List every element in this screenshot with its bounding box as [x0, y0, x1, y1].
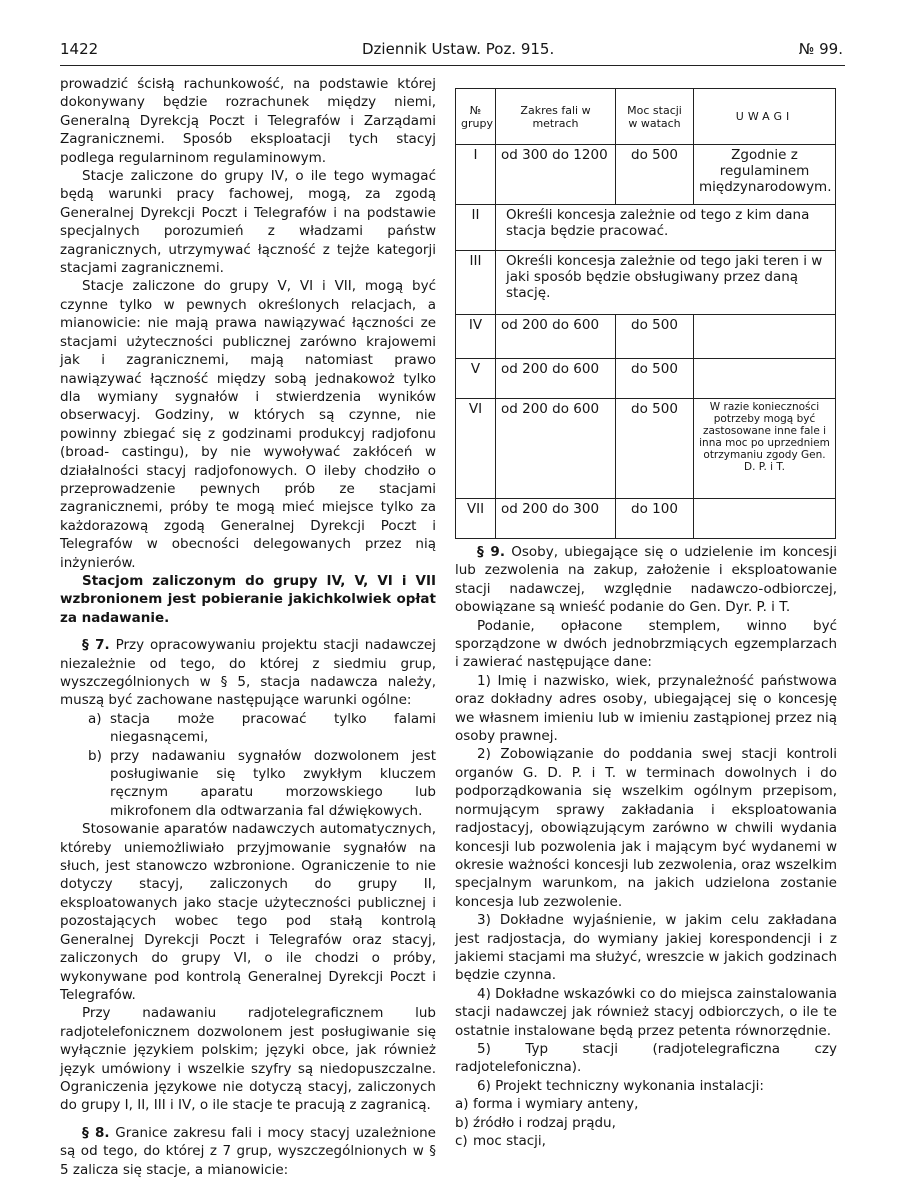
group-cell: IV [456, 315, 496, 359]
numbered-item: 6) Projekt techniczny wykonania instalacji: [477, 1077, 764, 1094]
list-label: a) [455, 1096, 469, 1113]
header-power: Moc stacji w watach [616, 89, 694, 145]
table-row [456, 205, 836, 251]
numbered-item: 3) Dokładne wyjaśnienie, w jakim celu zakładana jest radjostacja, do wymiany jakiej korespondencji i z jakiemi stacjami ma służyć, wreszcie w jakich godzinach będzie czynna. [455, 912, 837, 984]
table-row [456, 399, 836, 499]
power-cell: do 500 [616, 145, 694, 205]
list-label: b) [455, 1114, 469, 1131]
list-text: przy nadawaniu sygnałów dozwolonem jest posługiwanie się tylko zwykłym kluczem ręcznym aparatu morzowskiego lub mikrofonem dla odtwarzania fal dźwiękowych. [110, 747, 436, 819]
paragraph: Stacje zaliczone do grupy IV, o ile tego wymagać będą warunki pracy fachowej, mogą, za zgodą Generalnej Dyrekcji Poczt i Telegrafów i na podstawie specjalnych porozumień z władzami państw zagranicznych, utrzymywać łączność z tejże kategorji stacjami zagranicznemi. [60, 168, 436, 277]
paragraph: Stacje zaliczone do grupy V, VI i VII, mogą być czynne tylko w pewnych określonych relacjach, a mianowicie: nie mają prawa nawiązywać łączności ze stacjami użyteczności publicznej zarówno krajowemi jak i zagranicznemi, mają natomiast prawo nawiązywać łączność między sobą jednakowoż tylko dla wymiany sygnałów i stwierdzenia wyników obserwacyj. Godziny, w których są czynne, nie powinny zbiegać się z godzinami produkcyj radjofonu (broad- castingu), by nie wywoływać zakłóceń w działalności stacyj radjofonowych. O ileby chodziło o przeprowadzenie pewnych prób ze stacjami zagranicznemi, próby te mogą mieć miejsce tylko za każdorazową zgodą Generalnej Dyrekcji Poczt i Telegrafów w obecności delegowanych przez nią inżynierów. [60, 278, 436, 571]
section-number: § 7. [82, 637, 110, 654]
journal-title: Dziennik Ustaw. Poz. 915. [362, 40, 555, 58]
notes-cell [694, 315, 836, 359]
section-text: Przy opracowywaniu projektu stacji nadawczej niezależnie od tego, do której z siedmiu grup, wyszczególnionych w § 5, stacja nadawcza należy, muszą być zachowane następujące warunki ogólne: [60, 637, 436, 709]
numbered-item: 2) Zobowiązanie do poddania swej stacji kontroli organów G. D. P. i T. w terminach dowolnych i do podporządkowania się wszelkim ogólnym przepisom, normującym sprawy zakładania i eksploatowania radjostacyj, obowiązującym zarówno w chwili wydania koncesji lub pozwolenia jak i mającym być wydanemi w okresie ważności koncesji lub zezwolenia, oraz wszelkim specjalnym warunkom, na jakich udzielona zostanie koncesja lub zezwolenie. [455, 746, 837, 910]
table-header-row [456, 89, 836, 145]
sub-list [455, 1095, 837, 1150]
list-text: moc stacji, [473, 1133, 546, 1149]
group-cell: V [456, 359, 496, 399]
range-cell: od 200 do 600 [496, 315, 616, 359]
list-label: c) [455, 1133, 468, 1149]
notes-cell: W razie konieczności potrzeby mogą być zastosowane inne fale i inna moc po uprzedniem otrzymaniu zgody Gen. D. P. i T. [694, 399, 836, 499]
paragraph: Stacjom zaliczonym do grupy IV, V, VI i VII wzbronionem jest pobieranie jakichkolwiek opłat za nadawanie. [60, 572, 436, 626]
section-text: Granice zakresu fali i mocy stacyj uzależnione są od tego, do której z 7 grup, wyszczególnionych w § 5 zalicza się stacje, a mianowicie: [60, 1124, 436, 1178]
table-row [456, 315, 836, 359]
left-column [60, 75, 436, 1179]
span-cell: Określi koncesja zależnie od tego jaki teren i w jaki sposób będzie obsługiwany przez daną stację. [496, 251, 836, 315]
range-cell: od 200 do 600 [496, 359, 616, 399]
section-number: § 8. [82, 1124, 110, 1141]
list-label: b) [88, 747, 102, 764]
paragraph: Przy nadawaniu radjotelegraficznem lub radjotelefonicznem dozwolonem jest posługiwanie się wyłącznie językiem polskim; języki obce, jak również język umówiony i wszelkie szyfry są niedopuszczalne. Ograniczenia językowe nie dotyczą stacyj, zaliczonych do grupy I, II, III i IV, o ile stacje te pracują z zagranicą. [60, 1005, 436, 1114]
list-item [455, 1132, 837, 1150]
notes-cell [694, 359, 836, 399]
list-text: forma i wymiary anteny, [473, 1096, 639, 1113]
right-column [455, 543, 837, 1150]
frequency-power-table [455, 88, 836, 539]
group-cell: VI [456, 399, 496, 499]
paragraph: Stosowanie aparatów nadawczych automatycznych, któreby uniemożliwiało przyjmowanie sygnałów na słuch, jest stanowczo wzbronione. Ograniczenie to nie dotyczy stacyj, zaliczonych do grupy II, eksploatowanych jako stacje użyteczności publicznej i pozostających wobec tego pod stałą kontrolą Generalnej Dyrekcji Poczt i Telegrafów oraz stacyj, zaliczonych do grupy VI, o ile chodzi o próby, wykonywane pod kontrolą Generalnej Dyrekcji Poczt i Telegrafów. [60, 821, 436, 1003]
group-cell: VII [456, 499, 496, 539]
table-row [456, 359, 836, 399]
group-cell: III [456, 251, 496, 315]
section-text: Osoby, ubiegające się o udzielenie im koncesji lub zezwolenia na zakup, założenie i eksploatowanie stacji nadawczej, względnie nadawczo-odbiorczej, obowiązane są wnieść podanie do Gen. Dyr. P. i T. [455, 544, 837, 616]
header-notes: UWAGI [694, 89, 836, 145]
numbered-item: 1) Imię i nazwisko, wiek, przynależność państwowa oraz dokładny adres osoby, ubiegającej się o koncesję we własnem imieniu lub w imieniu zastąpionej przez nią osoby prawnej. [455, 672, 837, 745]
list-label: a) [88, 710, 102, 727]
paragraph: Podanie, opłacone stemplem, winno być sporządzone w dwóch jednobrzmiących egzemplarzach i zawierać następujące dane: [455, 617, 837, 671]
numbered-item: 4) Dokładne wskazówki co do miejsca zainstalowania stacji nadawczej jak również stacyj odbiorczych, o ile te ostatnie instalowane będą przez petenta równorzędnie. [455, 985, 837, 1039]
notes-cell [694, 499, 836, 539]
page-number: 1422 [60, 40, 99, 58]
header-range: Zakres fali w metrach [496, 89, 616, 145]
header-group: № grupy [456, 89, 496, 145]
list-item [455, 1095, 837, 1113]
notes-cell: Zgodnie z regulaminem międzynarodowym. [694, 145, 836, 205]
power-cell: do 100 [616, 499, 694, 539]
span-cell: Określi koncesja zależnie od tego z kim dana stacja będzie pracować. [496, 205, 836, 251]
power-cell: do 500 [616, 359, 694, 399]
group-cell: II [456, 205, 496, 251]
range-cell: od 200 do 300 [496, 499, 616, 539]
paragraph: prowadzić ścisłą rachunkowość, na podstawie której dokonywany będzie rozrachunek między niemi, Generalną Dyrekcją Poczt i Telegrafów i Zarządami Zagranicznemi. Sposób eksploatacji tych stacyj podlega regularninom regulaminowym. [60, 76, 436, 166]
numbered-item: 5) Typ stacji (radjotelegraficzna czy radjotelefoniczna). [455, 1040, 837, 1076]
range-cell: od 200 do 600 [496, 399, 616, 499]
power-cell: do 500 [616, 315, 694, 359]
power-cell: do 500 [616, 399, 694, 499]
section-7 [60, 636, 436, 710]
table-row [456, 251, 836, 315]
table-row [456, 145, 836, 205]
section-8 [60, 1124, 436, 1179]
list-item [455, 1114, 837, 1132]
group-cell: I [456, 145, 496, 205]
table-row [456, 499, 836, 539]
list-text: stacja może pracować tylko falami niegasnącemi, [110, 710, 436, 746]
list-item [60, 710, 436, 747]
list-text: źródło i rodzaj prądu, [473, 1114, 616, 1131]
section-9 [455, 543, 837, 617]
range-cell: od 300 do 1200 [496, 145, 616, 205]
section-number: § 9. [477, 544, 505, 560]
condition-list [60, 710, 436, 820]
header-rule [60, 65, 845, 66]
list-item [60, 747, 436, 821]
issue-number: № 99. [798, 40, 843, 58]
